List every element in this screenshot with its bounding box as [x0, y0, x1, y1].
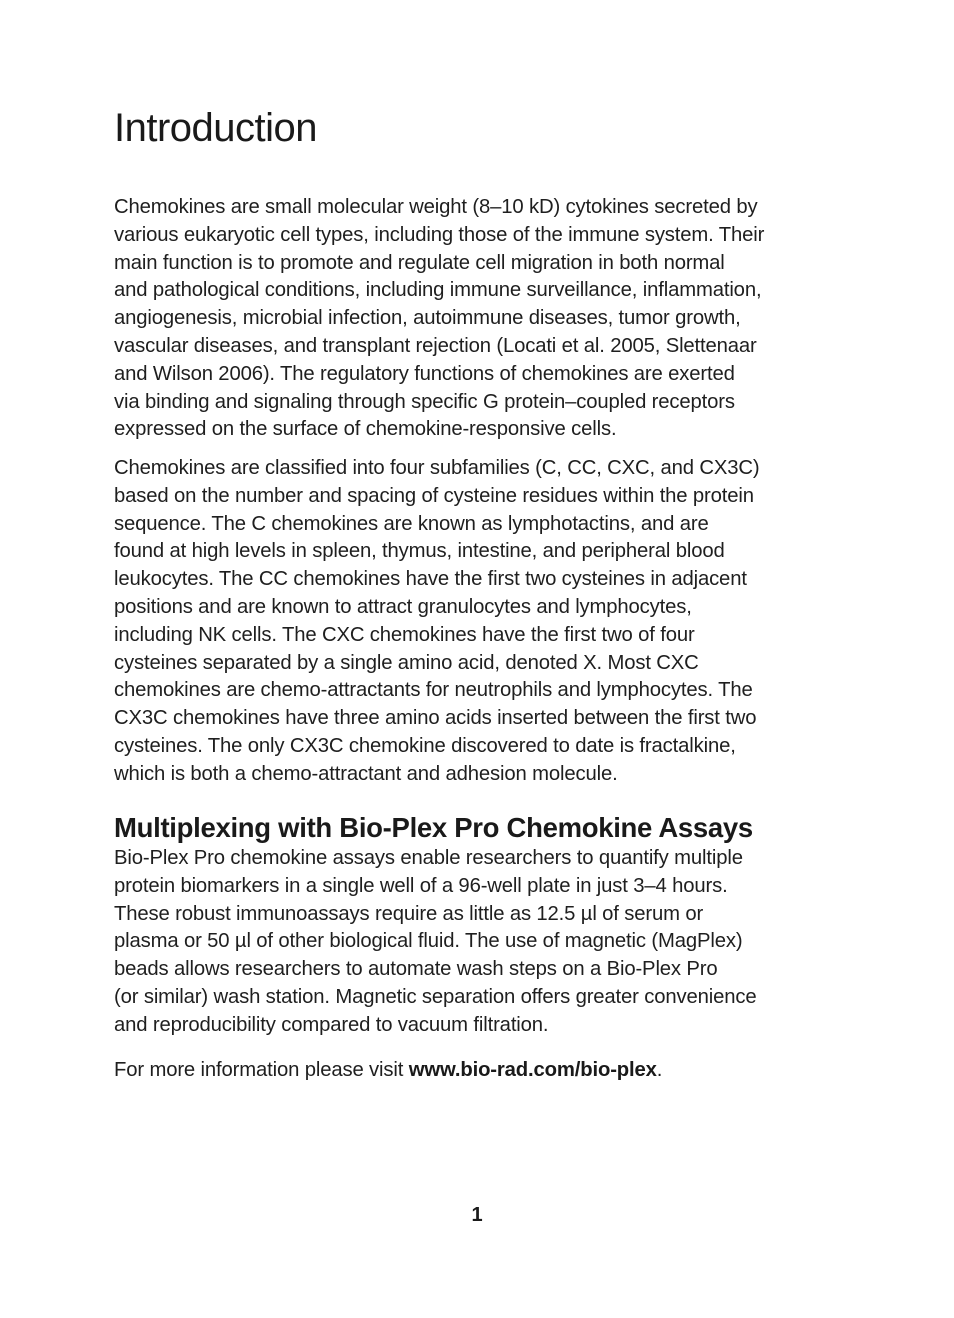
text-line: based on the number and spacing of cysteine residues within the protein	[114, 484, 754, 507]
text-line: Bio-Plex Pro chemokine assays enable researchers to quantify multiple	[114, 847, 743, 869]
text-line: protein biomarkers in a single well of a 96-well plate in just 3–4 hours.	[114, 874, 728, 897]
text-line: found at high levels in spleen, thymus, intestine, and peripheral blood	[114, 540, 725, 563]
bio-plex-website-link[interactable]: www.bio-rad.com/bio-plex	[408, 1059, 657, 1081]
page-number: 1	[471, 1204, 483, 1226]
text-line: expressed on the surface of chemokine-responsive cells.	[114, 418, 617, 441]
paragraph-chemokines-overview	[114, 194, 844, 444]
text-line: and reproducibility compared to vacuum filtration.	[114, 1013, 549, 1036]
text-line: cysteines. The only CX3C chemokine discovered to date is fractalkine,	[114, 734, 736, 757]
text-line: Chemokines are classified into four subfamilies (C, CC, CXC, and CX3C)	[114, 457, 760, 479]
paragraph-more-info	[114, 1057, 844, 1085]
text-line: various eukaryotic cell types, including those of the immune system. Their	[114, 223, 765, 246]
text-line: These robust immunoassays require as little as 12.5 µl of serum or	[114, 902, 704, 925]
page-title: Introduction	[114, 106, 318, 150]
text-line: sequence. The C chemokines are known as lymphotactins, and are	[114, 512, 709, 535]
text-line: beads allows researchers to automate wash steps on a Bio-Plex Pro	[114, 958, 718, 981]
text-line: and pathological conditions, including immune surveillance, inflammation,	[114, 279, 762, 302]
text-line: via binding and signaling through specific G protein–coupled receptors	[114, 390, 735, 413]
text-line: Chemokines are small molecular weight (8–10 kD) cytokines secreted by	[114, 196, 758, 218]
text-line: vascular diseases, and transplant rejection (Locati et al. 2005, Slettenaar	[114, 334, 757, 357]
section-heading: Multiplexing with Bio-Plex Pro Chemokine Assays	[114, 812, 753, 843]
text-line: and Wilson 2006). The regulatory functions of chemokines are exerted	[114, 362, 735, 385]
text-line: which is both a chemo-attractant and adhesion molecule.	[114, 762, 618, 785]
text-line: angiogenesis, microbial infection, autoimmune diseases, tumor growth,	[114, 307, 741, 330]
paragraph-bio-plex-assays	[114, 845, 844, 1040]
text-line: (or similar) wash station. Magnetic separation offers greater convenience	[114, 985, 757, 1008]
more-info-line	[114, 1057, 844, 1085]
text-line: cysteines separated by a single amino acid, denoted X. Most CXC	[114, 651, 699, 674]
text-line: positions and are known to attract granulocytes and lymphocytes,	[114, 595, 692, 618]
more-info-text: For more information please visit	[114, 1059, 409, 1081]
more-info-period: .	[656, 1059, 663, 1081]
text-line: main function is to promote and regulate cell migration in both normal	[114, 251, 725, 274]
paragraph-chemokine-subfamilies	[114, 455, 844, 789]
text-line: leukocytes. The CC chemokines have the first two cysteines in adjacent	[114, 568, 747, 591]
text-line: plasma or 50 µl of other biological fluid. The use of magnetic (MagPlex)	[114, 930, 743, 953]
text-line: chemokines are chemo-attractants for neutrophils and lymphocytes. The	[114, 679, 753, 702]
text-line: CX3C chemokines have three amino acids inserted between the first two	[114, 707, 757, 730]
text-line: including NK cells. The CXC chemokines have the first two of four	[114, 623, 695, 646]
